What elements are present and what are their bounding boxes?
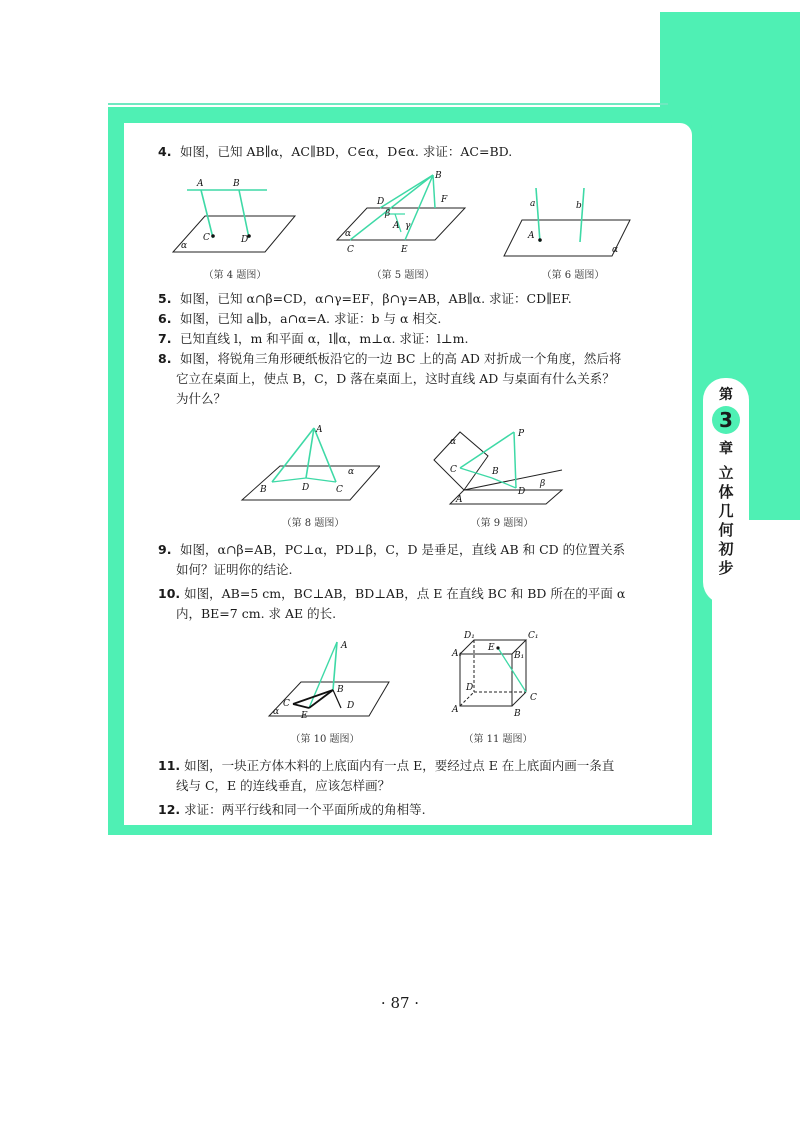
svg-text:β: β [540,479,546,489]
problem-number: 5. [158,291,172,306]
svg-text:α: α [348,467,355,477]
problem-9 [158,540,658,580]
figure-6 [500,180,640,260]
caption-fig11: （第 11 题图） [463,734,533,745]
figure-8 [240,420,380,510]
chapter-number: 3 [712,406,740,434]
svg-text:D: D [302,483,310,493]
problem-text-line-2: 内，BE=7 cm. 求 AE 的长. [176,606,337,621]
problem-11 [158,756,658,796]
problem-8 [158,349,658,409]
problem-text-line-1: 如图，将锐角三角形硬纸板沿它的一边 BC 上的高 AD 对折成一个角度，然后将 [179,351,622,366]
svg-text:D₁: D₁ [464,631,475,641]
problem-number: 4. [158,144,172,159]
svg-text:γ: γ [405,221,411,231]
problem-text-line-2: 如何？证明你的结论. [176,562,293,577]
svg-text:A: A [316,425,323,435]
svg-text:B: B [514,709,521,719]
svg-text:B: B [337,685,344,695]
problem-7 [158,329,658,349]
svg-text:C: C [347,245,354,255]
svg-text:B: B [435,171,442,181]
svg-text:C₁: C₁ [528,631,539,641]
svg-text:α: α [450,437,457,447]
problem-text: 求证：两平行线和同一个平面所成的角相等. [184,802,426,817]
problem-number: 9. [158,542,172,557]
problem-12 [158,800,658,820]
svg-text:D: D [241,235,249,245]
svg-text:α: α [181,241,188,251]
figure-11 [450,630,550,722]
svg-text:E: E [401,245,408,255]
svg-text:B: B [492,467,499,477]
problem-text: 已知直线 l，m 和平面 α，l∥α，m⊥α. 求证：l⊥m. [179,331,469,346]
caption-fig8: （第 8 题图） [281,518,345,529]
problem-text: 如图，已知 α∩β=CD，α∩γ=EF，β∩γ=AB，AB∥α. 求证：CD∥EF. [179,291,572,306]
svg-text:A: A [393,221,400,231]
problem-number: 12. [158,802,181,817]
problem-number: 10. [158,586,181,601]
svg-text:β: β [385,209,391,219]
svg-text:C: C [530,693,537,703]
caption-fig10: （第 10 题图） [290,734,360,745]
svg-text:A: A [341,641,348,651]
svg-text:A: A [197,179,204,189]
problem-text: 如图，已知 AB∥α，AC∥BD，C∈α，D∈α. 求证：AC=BD. [179,144,513,159]
chapter-prefix: 第 [719,387,733,403]
svg-text:D: D [518,487,526,497]
svg-text:B₁: B₁ [514,651,525,661]
header-rule [108,103,668,105]
svg-text:D: D [347,701,355,711]
problem-5 [158,289,658,309]
problem-number: 6. [158,311,172,326]
problem-6 [158,309,658,329]
problem-text-line-2: 它立在桌面上，使点 B，C，D 落在桌面上，这时直线 AD 与桌面有什么关系？ [176,371,615,386]
caption-fig9: （第 9 题图） [470,518,534,529]
problem-text-line-1: 如图，AB=5 cm，BC⊥AB，BD⊥AB，点 E 在直线 BC 和 BD 所在的平面 α [184,586,626,601]
svg-text:C: C [450,465,457,475]
problem-text-line-3: 为什么？ [176,391,227,406]
svg-text:A: A [456,495,463,505]
caption-fig6: （第 6 题图） [541,270,605,281]
svg-text:F: F [441,195,448,205]
figure-5 [335,170,470,260]
chapter-badge [703,378,749,604]
chapter-title: 立 体 几 何 初 步 [718,464,734,577]
problem-number: 7. [158,331,172,346]
svg-text:P: P [518,429,525,439]
problem-number: 8. [158,351,172,366]
svg-text:C: C [203,233,210,243]
figure-10 [265,636,395,728]
problem-10 [158,584,658,624]
problem-text-line-1: 如图，α∩β=AB，PC⊥α，PD⊥β，C，D 是垂足，直线 AB 和 CD 的位置关系 [179,542,626,557]
svg-text:a: a [530,199,536,209]
page-number: · 87 · [380,994,420,1012]
svg-text:C: C [336,485,343,495]
problem-number: 11. [158,758,181,773]
svg-text:α: α [345,229,352,239]
problem-text-line-2: 线与 C，E 的连线垂直，应该怎样画？ [176,778,391,793]
svg-text:α: α [612,245,619,255]
svg-text:D: D [466,683,474,693]
svg-text:A: A [528,231,535,241]
problem-4 [158,142,658,162]
problem-text-line-1: 如图，一块正方体木料的上底面内有一点 E，要经过点 E 在上底面内画一条直 [184,758,615,773]
svg-text:A: A [452,705,459,715]
svg-text:E: E [301,711,308,721]
figure-9 [430,420,570,512]
svg-text:C: C [283,699,290,709]
chapter-suffix: 章 [719,441,733,457]
figure-4 [165,174,305,264]
svg-text:D: D [377,197,385,207]
problem-text: 如图，已知 a∥b，a∩α=A. 求证：b 与 α 相交. [179,311,442,326]
svg-text:α: α [273,707,280,717]
svg-text:E: E [488,643,495,653]
svg-text:b: b [576,201,582,211]
caption-fig5: （第 5 题图） [371,270,435,281]
svg-text:A₁: A₁ [452,649,463,659]
caption-fig4: （第 4 题图） [203,270,267,281]
svg-text:B: B [260,485,267,495]
svg-text:B: B [233,179,240,189]
